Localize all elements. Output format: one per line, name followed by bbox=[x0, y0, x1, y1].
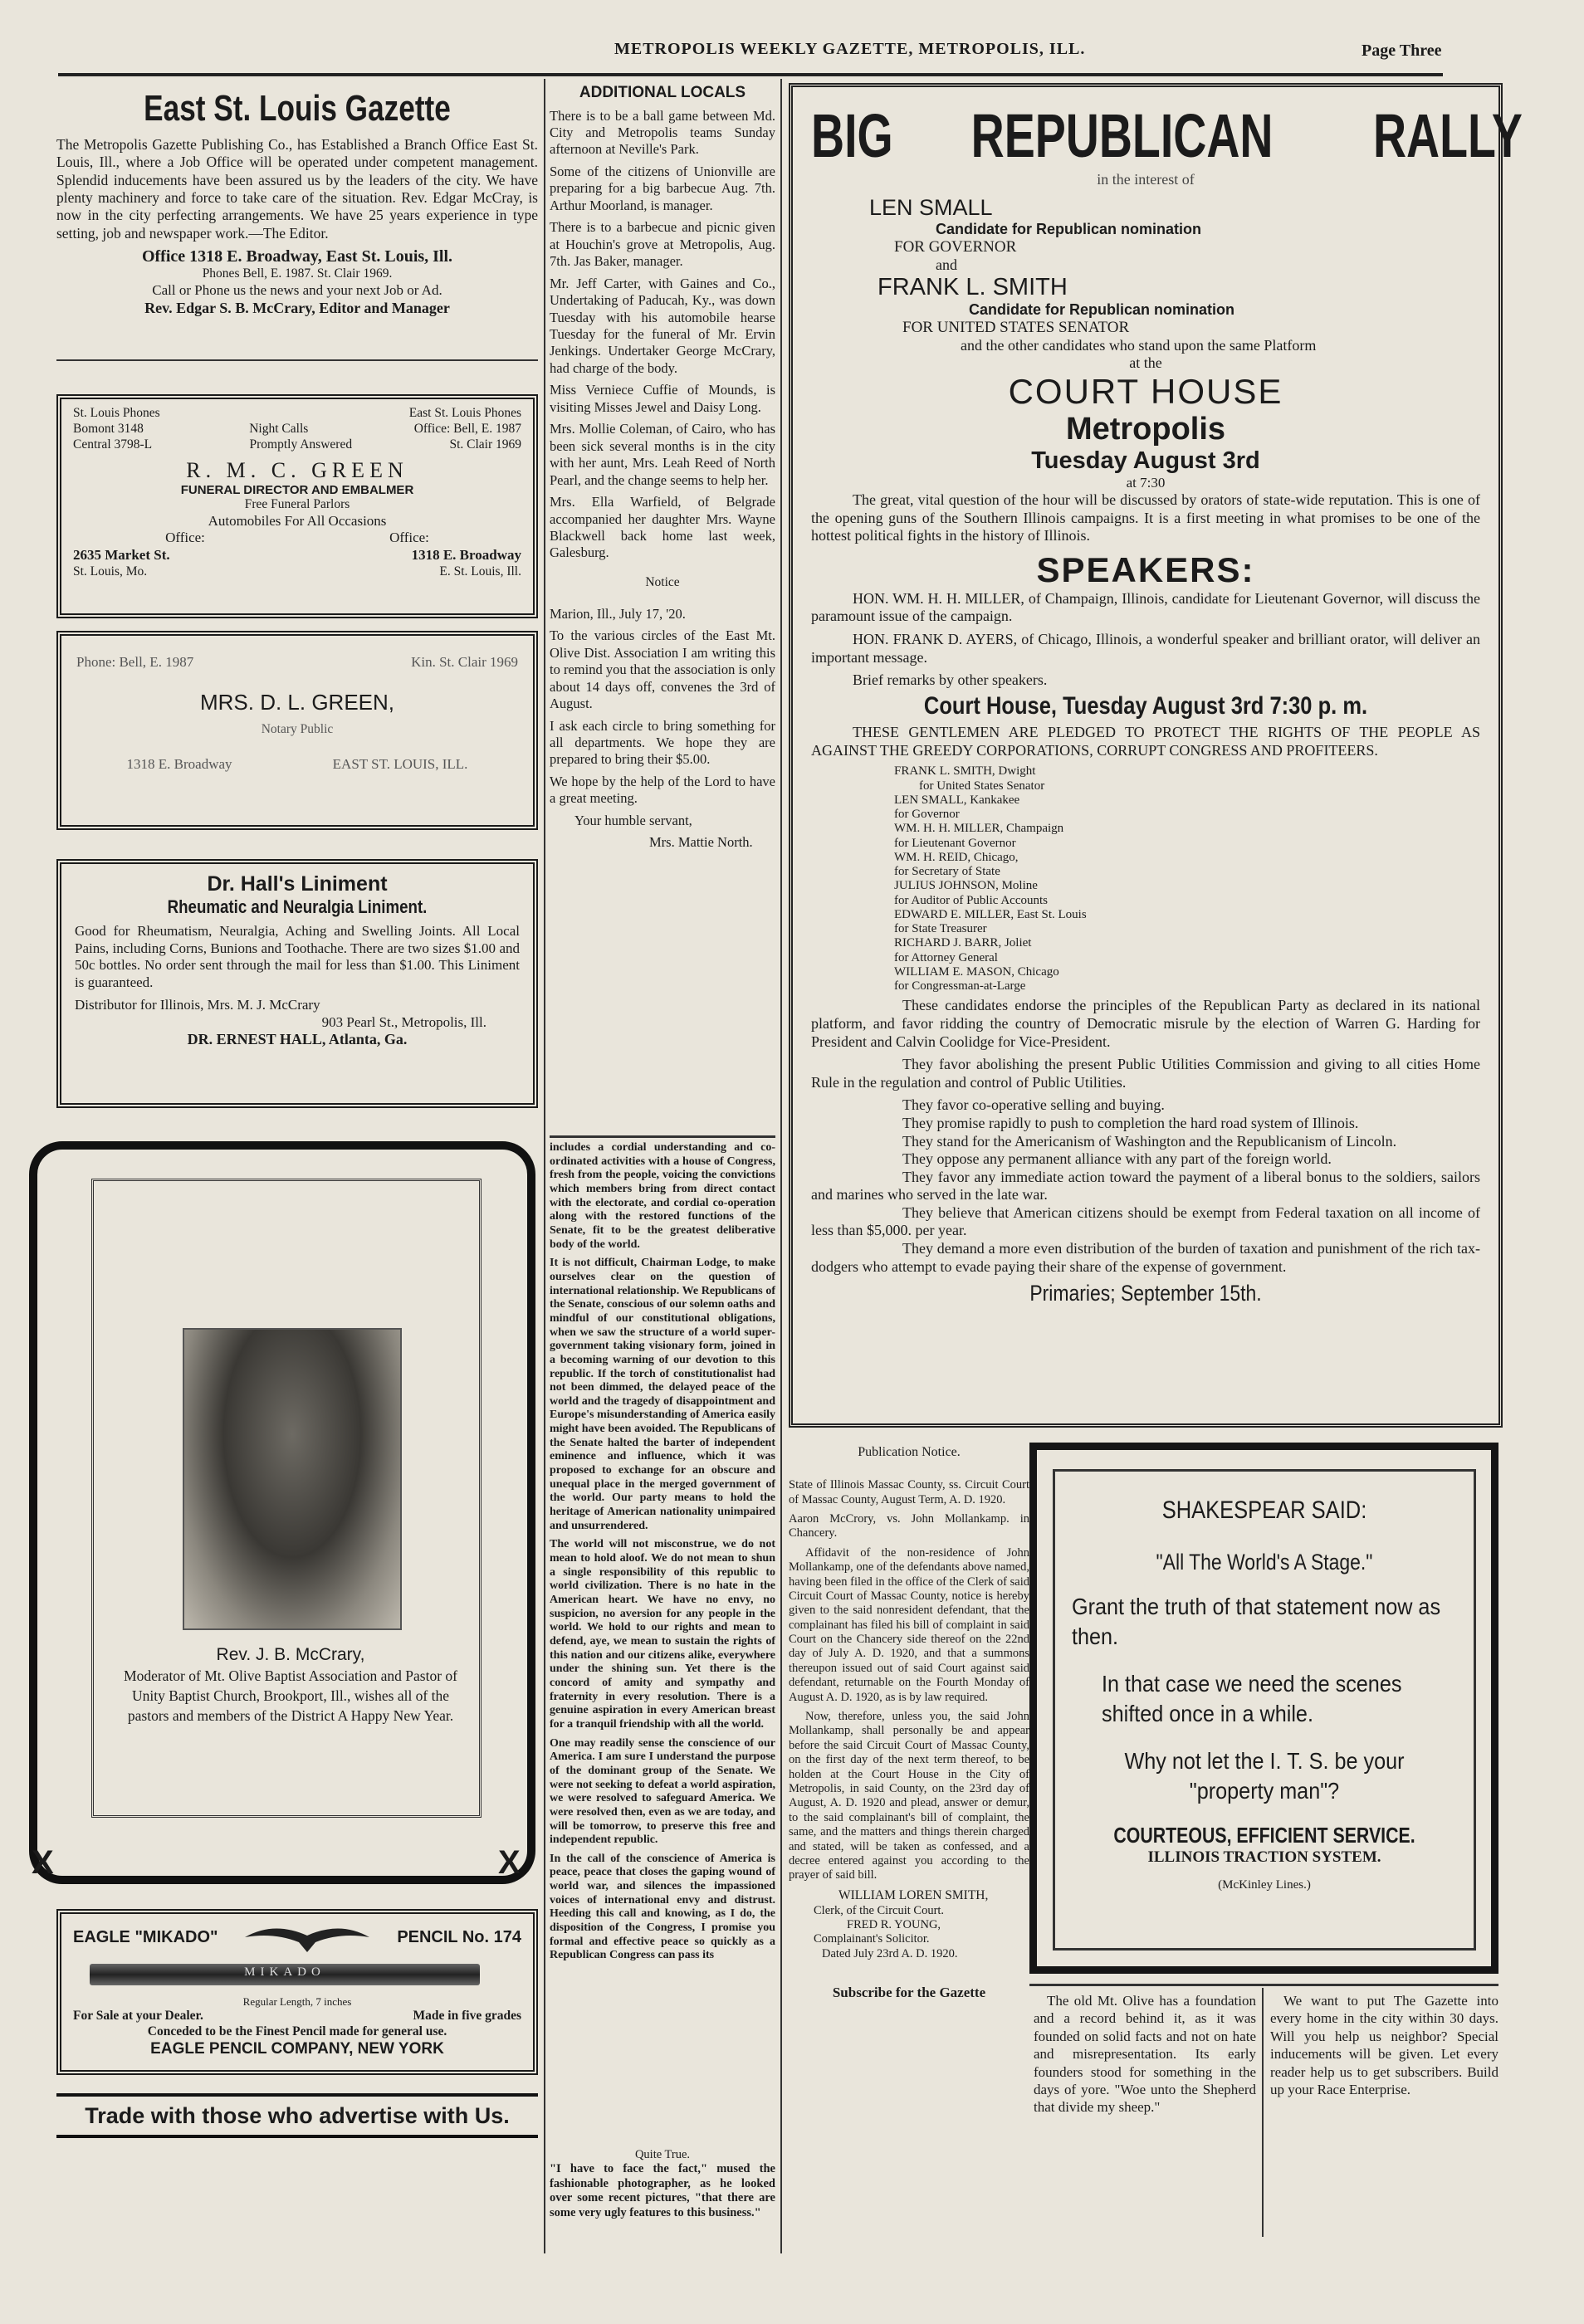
pub-b3: Affidavit of the non-residence of John Mollankamp, one of the defendants above named, having been filed in the office of the Clerk of said Circuit Court of Massac County, notice is hereby given to the said nonresident defendant, that the complainant has filed his bill of complaint in said Court on the Chancery side thereof on the 22nd day of July A. D. 1920, and that a summons thereupon issued out of said Court against said defendant, returnable on the Fourth Monday of August A. D. 1920, as is by law required. bbox=[789, 1545, 1029, 1704]
pencil-left: EAGLE "MIKADO" bbox=[73, 1927, 218, 1946]
pencil-brand: MIKADO bbox=[244, 1965, 325, 1979]
rally-brief: Brief remarks by other speakers. bbox=[853, 671, 1048, 689]
cand-office: for Attorney General bbox=[894, 950, 998, 964]
notice-servant: Your humble servant, bbox=[574, 812, 692, 828]
cand-office: for Congressman-at-Large bbox=[894, 979, 1026, 994]
pencil-conceded: Conceded to be the Finest Pencil made for general use. bbox=[147, 2024, 447, 2038]
speech-5: In the call of the conscience of America is peace, peace that closes the gaping wound of world war, and silences the impassioned voices of international envy and distrust. Heeding this call and knowing, as I do, the disposition of the Congress, I promise you formal and effective peace so quickly as a Republican Congress can pass its bbox=[550, 1852, 775, 1962]
esl-office: Office 1318 E. Broadway, East St. Louis, Ill. bbox=[141, 247, 453, 266]
mt-olive-note: The old Mt. Olive has a foundation and a record behind it, as it was founded on solid facts and not on hate and misrepresentation. Its early founders stood for something in the days of yore. "Woe unto the Shepherd that divide my sheep." bbox=[1034, 1993, 1256, 2116]
speech-3: The world will not misconstrue, we do not mean to hold aloof. We do not mean to shun a single responsibility of this republic to world civilization. There is no hate in the American heart. We have no envy, no suspicion, no aversion for any people in the world. We hold to our rights and mean to defend, aye, we mean to sustain the rights of this nation and our citizens alike, everywhere under the shining sun. Yet there is the concord of amity and sympathy and fraternity in every resolution. There is a genuine aspiration in every American breast for a tranquil friendship with all the world. bbox=[550, 1538, 775, 1731]
rally-time: at 7:30 bbox=[1126, 475, 1166, 491]
rally-smith: FRANK L. SMITH bbox=[878, 274, 1068, 300]
rally-gov: FOR GOVERNOR bbox=[894, 238, 1017, 256]
candidate-list bbox=[811, 764, 1480, 994]
rally-republican: REPUBLICAN bbox=[970, 101, 1274, 170]
notice-date: Marion, Ill., July 17, '20. bbox=[550, 605, 686, 622]
addr-1: 2635 Market St. bbox=[73, 547, 170, 564]
pub-head: Publication Notice. bbox=[858, 1445, 961, 1459]
notice-p1: To the various circles of the East Mt. Olive Dist. Association I am writing this to remind you that the association is only about 14 days off, convenes the 3rd of August. bbox=[550, 627, 775, 712]
cand-office: for Lieutenant Governor bbox=[894, 836, 1016, 850]
cand-name: FRANK L. SMITH, Dwight bbox=[894, 764, 1036, 779]
portrait-name: Rev. J. B. McCrary, bbox=[216, 1645, 365, 1664]
rally-word: RALLY bbox=[1372, 101, 1523, 170]
speech-2: It is not difficult, Chairman Lodge, to make ourselves clear on the question of international relationship. We Republicans of the Senate, conscious of our solemn oaths and mindful of our constitutional obligations, when we saw the structure of a world super-government taking visionary form, joined in a becoming warning of our devotion to this republic. If the torch of constitutionalist had not been dimmed, the delayed peace of the world and the tragedy of disappointment and Europe's misunderstanding of America easily might have been avoided. The Republicans of the Senate halted the barter of independent eminence and influence, which it was proposed to exchange for an obscure and unequal place in the merged government of the world. Our party means to hold the heritage of American nationality unimpaired and unsurrendered. bbox=[550, 1257, 775, 1532]
corner-x-right: X bbox=[498, 1844, 521, 1881]
green-parlors: Free Funeral Parlors bbox=[244, 496, 350, 511]
hall-addr: 903 Pearl St., Metropolis, Ill. bbox=[321, 1013, 486, 1030]
addr-2: 1318 E. Broadway bbox=[411, 547, 521, 564]
cand-office: for State Treasurer bbox=[894, 922, 987, 936]
pencil-right: PENCIL No. 174 bbox=[397, 1927, 521, 1946]
rally-great: The great, vital question of the hour will be discussed by orators of state-wide reputation. This is one of the opening guns of the Southern Illinois campaigns. It is a first meeting in what promises to be one of the hottest political fights in the history of Illinois. bbox=[811, 491, 1480, 544]
quite-body: "I have to face the fact," mused the fashionable photographer, as he looked over some recent pictures, "that there are some very ugly features to this business." bbox=[550, 2162, 775, 2219]
esl-signature: Rev. Edgar S. B. McCrary, Editor and Manager bbox=[144, 299, 450, 316]
promptly: Promptly Answered bbox=[249, 437, 353, 452]
gazette-subscribe-note: We want to put The Gazette into every home in the city within 30 days. Will you help us neighbor? Special inducements will be given. Let every reader help us to get subscribers. Build up your Race Enterprise. bbox=[1270, 1993, 1498, 2098]
publication-notice bbox=[789, 1436, 1029, 2233]
favor-5: They stand for the Americanism of Washington and the Republicanism of Lincoln. bbox=[902, 1132, 1397, 1150]
hall-body: Good for Rheumatism, Neuralgia, Aching and Swelling Joints. All Local Pains, including Corns, Bunions and Toothache. There are two sizes $1.00 and 50c bottles. No order sent through the mail for less than $1.00. This Liniment is guaranteed. bbox=[75, 923, 520, 991]
cand-name: WM. H. REID, Chicago, bbox=[894, 850, 1019, 864]
shake-l2: In that case we need the scenes shifted once in a while. bbox=[1102, 1670, 1402, 1727]
shake-l1: Grant the truth of that statement now as then. bbox=[1072, 1594, 1441, 1650]
pencil-regular: Regular Length, 7 inches bbox=[242, 1995, 352, 2008]
rally-interest: in the interest of bbox=[1097, 171, 1195, 188]
office-label-1: Office: bbox=[165, 530, 205, 546]
rally-court: COURT HOUSE bbox=[1008, 372, 1283, 411]
rally-tuesday: Tuesday August 3rd bbox=[1031, 447, 1260, 474]
shake-mck: (McKinley Lines.) bbox=[1218, 1878, 1311, 1892]
pub-b2: Aaron McCrory, vs. John Mollankamp. in Chancery. bbox=[789, 1511, 1029, 1540]
notary-city: EAST ST. LOUIS, ILL. bbox=[332, 755, 468, 772]
pub-sol: FRED R. YOUNG, bbox=[847, 1918, 941, 1932]
local-7: Mrs. Ella Warfield, of Belgrade accompanied her daughter Mrs. Wayne Blackwell back home last week, Galesburg. bbox=[550, 494, 775, 561]
local-2: Some of the citizens of Unionville are preparing for a big barbecue Aug. 7th. Arthur Moorland, is manager. bbox=[550, 163, 775, 213]
pub-clerk: WILLIAM LOREN SMITH, bbox=[838, 1887, 989, 1902]
rally-at: at the bbox=[1129, 354, 1162, 371]
local-5: Miss Verniece Cuffie of Mounds, is visiting Misses Jewel and Daisy Long. bbox=[550, 382, 775, 415]
rally-big: BIG bbox=[811, 101, 893, 170]
notary-name: MRS. D. L. GREEN, bbox=[199, 689, 395, 715]
hall-liniment-ad bbox=[56, 859, 538, 1108]
bomont: Bomont 3148 bbox=[73, 421, 144, 436]
local-1: There is to be a ball game between Md. City and Metropolis teams Sunday afternoon at Neville's Park. bbox=[550, 107, 775, 158]
local-6: Mrs. Mollie Coleman, of Cairo, who has been sick several months is in the city with her aunt, Mrs. Leah Reed of North Pearl, and the change seems to help her. bbox=[550, 421, 775, 488]
notice-p3: We hope by the help of the Lord to have a great meeting. bbox=[550, 773, 775, 807]
rally-courthouse: Court House, Tuesday August 3rd 7:30 p. m. bbox=[923, 692, 1368, 720]
speech-4: One may readily sense the conscience of our America. I am sure I understand the purpose of the dominant group of the Senate. We were not seeking to defeat a world aspiration, we were resolved to safeguard America. We were resolved then, even as we are today, and will be tomorrow, to preserve this free and independent republic. bbox=[550, 1736, 775, 1847]
esl-title: East St. Louis Gazette bbox=[144, 88, 451, 129]
night-calls: Night Calls bbox=[249, 421, 309, 436]
office-bell: Office: Bell, E. 1987 bbox=[413, 421, 521, 436]
favor-1: These candidates endorse the principles of the Republican Party as declared in its national platform, and favor ridding the country of Democratic misrule by the election of Warren G. Harding for President and Calvin Coolidge for Vice-President. bbox=[811, 997, 1480, 1050]
favor-6: They oppose any permanent alliance with any part of the foreign world. bbox=[902, 1150, 1332, 1168]
column-rule bbox=[1262, 1988, 1264, 2237]
rule bbox=[1029, 1984, 1498, 1986]
republican-rally-ad bbox=[789, 83, 1523, 1428]
column-rule bbox=[780, 79, 782, 2253]
rally-primaries: Primaries; September 15th. bbox=[1029, 1281, 1262, 1306]
cand-office: for Auditor of Public Accounts bbox=[894, 893, 1048, 907]
rally-cand2: Candidate for Republican nomination bbox=[969, 301, 1235, 318]
cand-name: LEN SMALL, Kankakee bbox=[894, 793, 1020, 807]
rule bbox=[550, 1135, 775, 1138]
portrait-caption: Moderator of Mt. Olive Baptist Association and Pastor of Unity Baptist Church, Brookport, Ill., wishes all of the pastors and members of the District A Happy New Year. bbox=[124, 1667, 457, 1724]
rally-sp2: HON. FRANK D. AYERS, of Chicago, Illinois, a wonderful speaker and brilliant orator, will deliver an important message. bbox=[811, 630, 1480, 666]
notary-title: Notary Public bbox=[261, 721, 334, 736]
favor-7: They favor any immediate action toward the payment of a liberal bonus to the soldiers, sailors and marines who served in the late war. bbox=[811, 1168, 1480, 1204]
favor-9: They demand a more even distribution of the burden of taxation and punishment of the rich tax-dodgers who attempt to evade paying their share of the expense of government. bbox=[811, 1240, 1480, 1275]
rally-small: LEN SMALL bbox=[869, 195, 993, 220]
notary-phone: Phone: Bell, E. 1987 bbox=[76, 654, 194, 670]
notary-kin: Kin. St. Clair 1969 bbox=[411, 654, 518, 670]
rally-metropolis: Metropolis bbox=[1065, 412, 1226, 447]
rally-speakers: SPEAKERS: bbox=[1036, 549, 1255, 589]
green-name: R. M. C. GREEN bbox=[186, 457, 408, 482]
subscribe-line: Subscribe for the Gazette bbox=[832, 1985, 986, 2001]
portrait-caption-block bbox=[116, 1643, 465, 1801]
hall-sig: DR. ERNEST HALL, Atlanta, Ga. bbox=[187, 1031, 408, 1048]
cand-name: RICHARD J. BARR, Joliet bbox=[894, 936, 1032, 950]
column-rule bbox=[544, 79, 545, 2253]
pub-clerk2: Clerk, of the Circuit Court. bbox=[814, 1903, 945, 1917]
pub-b1: State of Illinois Massac County, ss. Circuit Court of Massac County, August Term, A. D. 1920. bbox=[789, 1478, 1029, 1506]
header-rule bbox=[58, 73, 1443, 76]
shake-title: SHAKESPEAR SAID: bbox=[1161, 1496, 1367, 1524]
esl-phones: Phones Bell, E. 1987. St. Clair 1969. bbox=[202, 266, 393, 281]
green-title: FUNERAL DIRECTOR AND EMBALMER bbox=[180, 482, 414, 497]
favor-2: They favor abolishing the present Public Utilities Commission and giving to all cities Home Rule in the regulation and control of Public Utilities. bbox=[811, 1056, 1480, 1091]
cand-name: JULIUS JOHNSON, Moline bbox=[894, 879, 1038, 893]
eagle-icon bbox=[241, 1921, 374, 1954]
favor-4: They promise rapidly to push to completion the hard road system of Illinois. bbox=[902, 1114, 1359, 1131]
speech-excerpt bbox=[550, 1141, 775, 2146]
east-st-louis-gazette-box bbox=[56, 83, 538, 361]
rally-other: and the other candidates who stand upon the same Platform bbox=[961, 337, 1317, 354]
pub-date: Dated July 23rd A. D. 1920. bbox=[822, 1946, 958, 1960]
shake-its: ILLINOIS TRACTION SYSTEM. bbox=[1147, 1848, 1381, 1867]
additional-locals bbox=[550, 83, 775, 1137]
green-funeral-ad bbox=[56, 394, 538, 618]
speech-1: includes a cordial understanding and co-ordinated activities with a house of Congress, fresh from the people, voicing the convictions which members bring from direct contact with the electorate, and cordial co-operation along with the restored functions of the Senate, fit to be the greatest deliberative body of the world. bbox=[550, 1141, 775, 1251]
pencil-company: EAGLE PENCIL COMPANY, NEW YORK bbox=[150, 2039, 444, 2058]
shakespear-inner bbox=[1053, 1469, 1476, 1950]
hall-dist: Distributor for Illinois, Mrs. M. J. McCrary bbox=[75, 996, 320, 1013]
locals-head: ADDITIONAL LOCALS bbox=[579, 84, 746, 101]
shake-courteous: COURTEOUS, EFFICIENT SERVICE. bbox=[1113, 1823, 1415, 1848]
green-autos: Automobiles For All Occasions bbox=[208, 512, 387, 529]
hall-title: Dr. Hall's Liniment bbox=[207, 872, 388, 896]
cand-name: WILLIAM E. MASON, Chicago bbox=[894, 964, 1059, 979]
eagle-pencil-ad bbox=[56, 1909, 538, 2075]
stl-phones: St. Louis Phones bbox=[73, 406, 160, 420]
office-label-2: Office: bbox=[389, 530, 429, 546]
city-2: E. St. Louis, Ill. bbox=[439, 564, 521, 579]
local-4: Mr. Jeff Carter, with Gaines and Co., Undertaking of Paducah, Ky., was down Tuesday with his automobile hearse Tuesday for the funeral of Mr. Ervin Jenkings. Undertaker George McCrary, had charge of the body. bbox=[550, 275, 775, 376]
notary-addr: 1318 E. Broadway bbox=[126, 755, 232, 772]
shake-l3: Why not let the I. T. S. be your "property man"? bbox=[1124, 1747, 1405, 1804]
notary-ad bbox=[56, 631, 538, 830]
cand-name: EDWARD E. MILLER, East St. Louis bbox=[894, 907, 1087, 921]
corner-x-left: X bbox=[32, 1844, 54, 1881]
quite-head: Quite True. bbox=[634, 2148, 691, 2161]
pencil-sale: For Sale at your Dealer. bbox=[73, 2008, 203, 2023]
rally-sp1: HON. WM. H. H. MILLER, of Champaign, Illinois, candidate for Lieutenant Governor, will discuss the paramount issue of the campaign. bbox=[811, 589, 1480, 625]
stclair: St. Clair 1969 bbox=[449, 437, 521, 452]
trade-banner: Trade with those who advertise with Us. bbox=[56, 2093, 538, 2138]
esl-call: Call or Phone us the news and your next Job or Ad. bbox=[152, 281, 442, 298]
cand-office: for Secretary of State bbox=[894, 865, 1000, 879]
portrait-photo bbox=[183, 1328, 402, 1630]
favor-8: They believe that American citizens should be exempt from Federal taxation on all income of less than $5,000. per year. bbox=[811, 1204, 1480, 1239]
rally-cand1: Candidate for Republican nomination bbox=[936, 221, 1202, 237]
notice-sig: Mrs. Mattie North. bbox=[649, 834, 753, 851]
cand-name: WM. H. H. MILLER, Champaign bbox=[894, 822, 1064, 836]
masthead: METROPOLIS WEEKLY GAZETTE, METROPOLIS, ILL. bbox=[614, 40, 1086, 58]
local-3: There is to a barbecue and picnic given at Houchin's grove at Metropolis, Aug. 7th. Jas Baker, manager. bbox=[550, 219, 775, 270]
hall-sub: Rheumatic and Neuralgia Liniment. bbox=[167, 896, 428, 917]
cand-office: for Governor bbox=[894, 808, 960, 822]
esl-body: The Metropolis Gazette Publishing Co., has Established a Branch Office East St. Louis, Ill., where a Job Office will be operated under competent management. Splendid inducements have been assured us by the leaders of the city. We have plenty machinery and force to take care of the situation. Rev. Edgar McCray, is now in the city perfecting arrangements. We have 25 years experience in type setting, job and newspaper work.—The Editor. bbox=[56, 136, 538, 242]
central: Central 3798-L bbox=[73, 437, 153, 452]
city-1: St. Louis, Mo. bbox=[73, 564, 148, 579]
pencil-grades: Made in five grades bbox=[413, 2008, 521, 2023]
pub-sol2: Complainant's Solicitor. bbox=[814, 1932, 930, 1946]
rally-pledged: THESE GENTLEMEN ARE PLEDGED TO PROTECT THE RIGHTS OF THE PEOPLE AS AGAINST THE GREEDY CORPORATIONS, CORRUPT CONGRESS AND PROFITEERS. bbox=[811, 724, 1480, 759]
favor-3: They favor co-operative selling and buying. bbox=[902, 1096, 1165, 1114]
cand-office: for United States Senator bbox=[919, 779, 1045, 793]
page-number: Page Three bbox=[1362, 42, 1442, 60]
notice-head: Notice bbox=[645, 574, 680, 589]
quite-true bbox=[550, 2148, 775, 2239]
esl-phones-label: East St. Louis Phones bbox=[408, 406, 521, 420]
rally-sen: FOR UNITED STATES SENATOR bbox=[902, 319, 1130, 336]
rally-and: and bbox=[936, 256, 957, 273]
shake-quote: "All The World's A Stage." bbox=[1156, 1550, 1373, 1575]
notice-p2: I ask each circle to bring something for all departments. We hope they are prepared to bring their $5.00. bbox=[550, 717, 775, 768]
pub-b4: Now, therefore, unless you, the said John Mollankamp, shall personally be and appear before the said Circuit Court of Massac County, on the first day of the next term thereof, to be holden at the Court House in the City of Metropolis, in said County, on the 23rd day of August, A. D. 1920 and plead, answer or demur, to the said complainant's bill of complaint, the same, and the matters and things therein charged and stated, will be taken as confessed, and a decree entered against you according to the prayer of said bill. bbox=[789, 1710, 1029, 1882]
